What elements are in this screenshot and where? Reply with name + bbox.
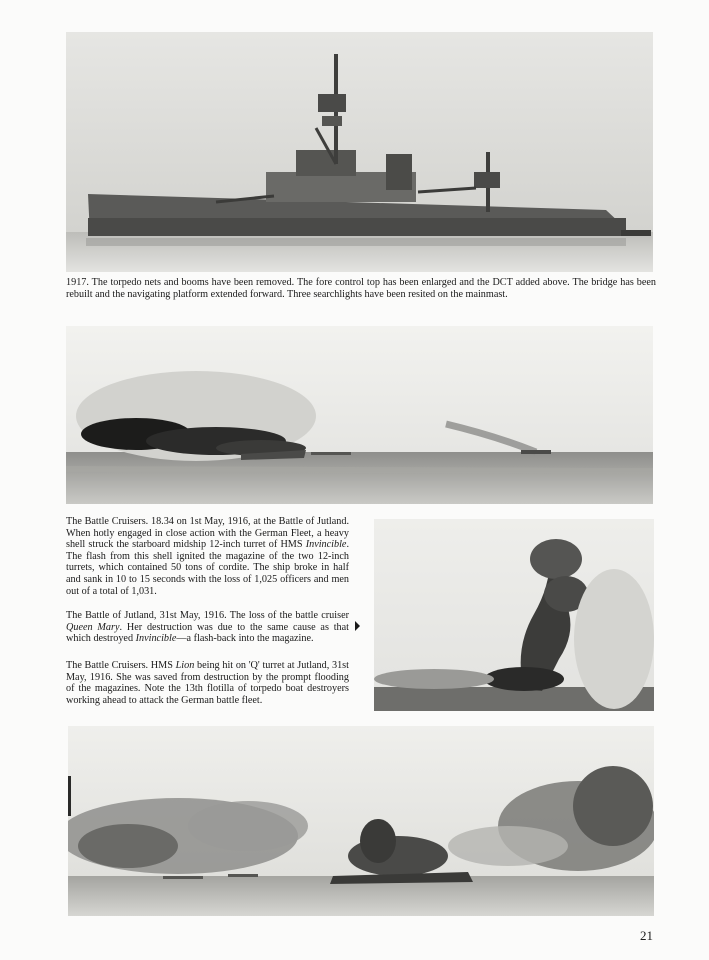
caption-lion bbox=[66, 660, 349, 706]
queen-mary-explosion-photo bbox=[374, 519, 654, 711]
caption-invincible-text-1: The Battle Cruisers. 18.34 on 1st May, 1916, at the Battle of Jutland. When hotly engaged in close action with the German Fleet, a heavy shell struck the starboard midship 12-inch turret of HMS bbox=[66, 516, 349, 551]
caption-lion-text-1: The Battle Cruisers. HMS bbox=[66, 660, 176, 671]
battleship-photo-1917-image bbox=[66, 32, 653, 272]
caption-queen-mary-ship: Queen Mary bbox=[66, 621, 120, 633]
caption-queen-mary-text-3: —a flash-back into the magazine. bbox=[176, 633, 314, 645]
lion-hit-photo bbox=[68, 726, 654, 916]
caption-lion-ship: Lion bbox=[175, 660, 195, 671]
queen-mary-explosion-photo-image bbox=[374, 519, 654, 711]
invincible-explosion-photo bbox=[66, 326, 653, 504]
caption-queen-mary-text-1: The Battle of Jutland, 31st May, 1916. The loss of the battle cruiser bbox=[66, 610, 349, 621]
caption-queen-mary bbox=[66, 610, 349, 645]
lion-hit-photo-image bbox=[68, 726, 654, 916]
caption-dreadnought-1917: 1917. The torpedo nets and booms have been removed. The fore control top has been enlarged and the DCT added above. The bridge has been rebuilt and the navigating platform extended forward. Three searchlights have been resited on the mainmast. bbox=[66, 277, 656, 300]
caption-invincible-ship: Invincible bbox=[305, 539, 347, 551]
caption-lion-text-2: being hit on 'Q' turret at Jutland, 31st May, 1916. She was saved from destruction by the prompt flooding of the magazines. Note the 13th flotilla of torpedo boat destroyers working ahead to attack the German battle fleet. bbox=[66, 660, 349, 706]
battleship-photo-1917 bbox=[66, 32, 653, 272]
caption-queen-mary-ship-2: Invincible bbox=[135, 633, 177, 645]
caption-queen-mary-text-2: . Her destruction was due to the same cause as that which destroyed bbox=[66, 621, 350, 645]
pointer-arrow-icon bbox=[355, 621, 360, 631]
invincible-explosion-photo-image bbox=[66, 326, 653, 504]
page-number: 21 bbox=[640, 928, 653, 943]
caption-invincible-text-2: . The flash from this shell ignited the magazine of the two 12-inch turrets, which contained 50 tons of cordite. The ship broke in half and sank in 10 to 15 seconds with the loss of 1,025 officers and men out of a total of 1,031. bbox=[66, 539, 349, 597]
caption-invincible bbox=[66, 516, 349, 597]
